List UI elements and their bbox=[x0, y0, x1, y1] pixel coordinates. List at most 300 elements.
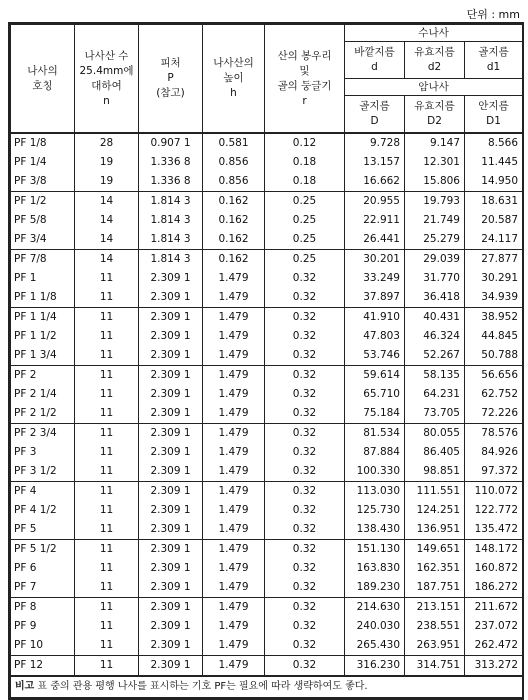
cell-thread-count: 19 bbox=[75, 172, 139, 192]
cell-thread-count: 14 bbox=[75, 250, 139, 270]
cell-thread-count: 14 bbox=[75, 192, 139, 212]
cell-pitch-diameter: 263.951 bbox=[405, 636, 465, 656]
cell-thread-height: 1.479 bbox=[203, 424, 265, 444]
header-line: 산의 봉우리 bbox=[277, 49, 332, 62]
table-row bbox=[11, 462, 523, 482]
cell-minor-diameter: 27.877 bbox=[465, 250, 523, 270]
cell-minor-diameter: 211.672 bbox=[465, 598, 523, 618]
cell-minor-diameter: 24.117 bbox=[465, 230, 523, 250]
cell-thread-count: 11 bbox=[75, 269, 139, 288]
table-row bbox=[11, 366, 523, 386]
cell-pitch: 2.309 1 bbox=[139, 656, 203, 677]
cell-radius: 0.18 bbox=[265, 153, 345, 172]
cell-thread-count: 28 bbox=[75, 133, 139, 153]
cell-radius: 0.32 bbox=[265, 578, 345, 598]
header-line: 및 bbox=[299, 64, 310, 77]
cell-pitch-diameter: 64.231 bbox=[405, 385, 465, 404]
header-line: P bbox=[167, 72, 174, 84]
cell-minor-diameter: 14.950 bbox=[465, 172, 523, 192]
cell-thread-height: 1.479 bbox=[203, 366, 265, 386]
cell-minor-diameter: 18.631 bbox=[465, 192, 523, 212]
cell-thread-count: 11 bbox=[75, 636, 139, 656]
table-row bbox=[11, 133, 523, 153]
cell-radius: 0.25 bbox=[265, 192, 345, 212]
cell-minor-diameter: 38.952 bbox=[465, 308, 523, 328]
cell-major-diameter: 81.534 bbox=[345, 424, 405, 444]
table-row bbox=[11, 540, 523, 560]
cell-radius: 0.32 bbox=[265, 269, 345, 288]
cell-thread-height: 1.479 bbox=[203, 288, 265, 308]
cell-major-diameter: 87.884 bbox=[345, 443, 405, 462]
cell-thread-height: 1.479 bbox=[203, 346, 265, 366]
cell-name: PF 3 1/2 bbox=[11, 462, 75, 482]
header-thread-height bbox=[203, 25, 265, 134]
header-line: 바깥지름 bbox=[354, 46, 395, 58]
cell-minor-diameter: 50.788 bbox=[465, 346, 523, 366]
cell-radius: 0.12 bbox=[265, 133, 345, 153]
cell-pitch: 2.309 1 bbox=[139, 443, 203, 462]
cell-name: PF 5/8 bbox=[11, 211, 75, 230]
cell-major-diameter: 22.911 bbox=[345, 211, 405, 230]
cell-radius: 0.32 bbox=[265, 656, 345, 677]
cell-name: PF 1 bbox=[11, 269, 75, 288]
cell-thread-count: 11 bbox=[75, 578, 139, 598]
cell-pitch: 2.309 1 bbox=[139, 288, 203, 308]
cell-radius: 0.32 bbox=[265, 327, 345, 346]
header-line: d bbox=[371, 61, 378, 73]
cell-minor-diameter: 34.939 bbox=[465, 288, 523, 308]
cell-name: PF 4 1/2 bbox=[11, 501, 75, 520]
header-line: 피처 bbox=[160, 57, 181, 69]
cell-pitch-diameter: 149.651 bbox=[405, 540, 465, 560]
cell-thread-count: 11 bbox=[75, 404, 139, 424]
cell-thread-count: 14 bbox=[75, 230, 139, 250]
cell-pitch-diameter: 29.039 bbox=[405, 250, 465, 270]
cell-pitch-diameter: 124.251 bbox=[405, 501, 465, 520]
cell-name: PF 7 bbox=[11, 578, 75, 598]
cell-name: PF 3/4 bbox=[11, 230, 75, 250]
cell-name: PF 1/4 bbox=[11, 153, 75, 172]
table-row bbox=[11, 153, 523, 172]
cell-major-diameter: 163.830 bbox=[345, 559, 405, 578]
cell-radius: 0.25 bbox=[265, 230, 345, 250]
cell-thread-height: 0.162 bbox=[203, 192, 265, 212]
cell-thread-height: 1.479 bbox=[203, 578, 265, 598]
cell-name: PF 7/8 bbox=[11, 250, 75, 270]
cell-minor-diameter: 84.926 bbox=[465, 443, 523, 462]
cell-name: PF 4 bbox=[11, 482, 75, 502]
cell-minor-diameter: 186.272 bbox=[465, 578, 523, 598]
cell-pitch-diameter: 31.770 bbox=[405, 269, 465, 288]
cell-thread-count: 11 bbox=[75, 288, 139, 308]
cell-pitch-diameter: 25.279 bbox=[405, 230, 465, 250]
table-row bbox=[11, 578, 523, 598]
cell-thread-height: 1.479 bbox=[203, 404, 265, 424]
cell-major-diameter: 26.441 bbox=[345, 230, 405, 250]
cell-major-diameter: 189.230 bbox=[345, 578, 405, 598]
header-line: 호칭 bbox=[32, 79, 53, 92]
table-row bbox=[11, 230, 523, 250]
cell-pitch: 2.309 1 bbox=[139, 308, 203, 328]
table-row bbox=[11, 404, 523, 424]
cell-thread-height: 1.479 bbox=[203, 327, 265, 346]
cell-name: PF 1 1/8 bbox=[11, 288, 75, 308]
cell-thread-count: 11 bbox=[75, 656, 139, 677]
cell-minor-diameter: 97.372 bbox=[465, 462, 523, 482]
cell-pitch: 2.309 1 bbox=[139, 404, 203, 424]
table-note bbox=[11, 676, 523, 698]
cell-radius: 0.32 bbox=[265, 462, 345, 482]
cell-thread-height: 1.479 bbox=[203, 443, 265, 462]
cell-major-diameter: 20.955 bbox=[345, 192, 405, 212]
header-line: 유효지름 bbox=[414, 100, 455, 112]
cell-radius: 0.32 bbox=[265, 404, 345, 424]
cell-radius: 0.32 bbox=[265, 636, 345, 656]
cell-major-diameter: 47.803 bbox=[345, 327, 405, 346]
cell-radius: 0.32 bbox=[265, 366, 345, 386]
header-pitch-diameter bbox=[405, 42, 465, 79]
cell-radius: 0.32 bbox=[265, 540, 345, 560]
cell-pitch-diameter: 162.351 bbox=[405, 559, 465, 578]
table-row bbox=[11, 211, 523, 230]
table-body bbox=[11, 133, 523, 676]
cell-pitch: 1.814 3 bbox=[139, 230, 203, 250]
cell-name: PF 2 1/2 bbox=[11, 404, 75, 424]
header-line: h bbox=[230, 87, 237, 99]
cell-thread-height: 0.162 bbox=[203, 211, 265, 230]
cell-thread-count: 19 bbox=[75, 153, 139, 172]
cell-pitch: 2.309 1 bbox=[139, 424, 203, 444]
header-name bbox=[11, 25, 75, 134]
header-line: D2 bbox=[427, 115, 442, 127]
cell-minor-diameter: 135.472 bbox=[465, 520, 523, 540]
cell-name: PF 6 bbox=[11, 559, 75, 578]
cell-name: PF 3 bbox=[11, 443, 75, 462]
cell-name: PF 1/8 bbox=[11, 133, 75, 153]
note-text: 표 중의 관용 평행 나사를 표시하는 기호 PF는 필요에 따라 생략하여도 좋다. bbox=[34, 681, 368, 692]
table-row bbox=[11, 172, 523, 192]
cell-pitch-diameter: 187.751 bbox=[405, 578, 465, 598]
cell-major-diameter: 151.130 bbox=[345, 540, 405, 560]
header-line: r bbox=[302, 94, 307, 107]
cell-minor-diameter: 44.845 bbox=[465, 327, 523, 346]
table-row bbox=[11, 424, 523, 444]
cell-thread-height: 0.162 bbox=[203, 250, 265, 270]
cell-thread-height: 1.479 bbox=[203, 269, 265, 288]
cell-radius: 0.32 bbox=[265, 308, 345, 328]
cell-major-diameter: 125.730 bbox=[345, 501, 405, 520]
cell-major-diameter: 316.230 bbox=[345, 656, 405, 677]
cell-thread-count: 11 bbox=[75, 308, 139, 328]
cell-thread-height: 1.479 bbox=[203, 462, 265, 482]
header-line: 유효지름 bbox=[414, 46, 455, 58]
cell-pitch: 1.814 3 bbox=[139, 250, 203, 270]
cell-pitch: 1.336 8 bbox=[139, 153, 203, 172]
cell-major-diameter: 113.030 bbox=[345, 482, 405, 502]
cell-pitch-diameter: 86.405 bbox=[405, 443, 465, 462]
header-male-thread: 수나사 bbox=[345, 25, 523, 42]
cell-pitch: 1.814 3 bbox=[139, 192, 203, 212]
table-row bbox=[11, 636, 523, 656]
table-row bbox=[11, 327, 523, 346]
cell-radius: 0.32 bbox=[265, 482, 345, 502]
header-line: 나사의 bbox=[27, 64, 58, 77]
header-line: 높이 bbox=[223, 72, 244, 84]
cell-major-diameter: 53.746 bbox=[345, 346, 405, 366]
cell-minor-diameter: 122.772 bbox=[465, 501, 523, 520]
cell-pitch: 1.814 3 bbox=[139, 211, 203, 230]
cell-major-diameter: 30.201 bbox=[345, 250, 405, 270]
cell-pitch: 2.309 1 bbox=[139, 617, 203, 636]
header-line: D bbox=[370, 115, 379, 127]
cell-radius: 0.32 bbox=[265, 501, 345, 520]
cell-minor-diameter: 62.752 bbox=[465, 385, 523, 404]
cell-minor-diameter: 20.587 bbox=[465, 211, 523, 230]
cell-major-diameter: 59.614 bbox=[345, 366, 405, 386]
cell-minor-diameter: 160.872 bbox=[465, 559, 523, 578]
header-radius bbox=[265, 25, 345, 134]
cell-major-diameter: 9.728 bbox=[345, 133, 405, 153]
cell-pitch: 2.309 1 bbox=[139, 482, 203, 502]
table-row bbox=[11, 443, 523, 462]
header-inner-diameter bbox=[465, 96, 523, 134]
cell-name: PF 5 1/2 bbox=[11, 540, 75, 560]
cell-thread-count: 11 bbox=[75, 559, 139, 578]
cell-major-diameter: 240.030 bbox=[345, 617, 405, 636]
cell-pitch-diameter: 98.851 bbox=[405, 462, 465, 482]
cell-pitch-diameter: 80.055 bbox=[405, 424, 465, 444]
cell-thread-height: 1.479 bbox=[203, 656, 265, 677]
cell-radius: 0.25 bbox=[265, 250, 345, 270]
cell-thread-height: 1.479 bbox=[203, 520, 265, 540]
cell-pitch: 2.309 1 bbox=[139, 501, 203, 520]
table-row bbox=[11, 192, 523, 212]
cell-pitch: 2.309 1 bbox=[139, 636, 203, 656]
table-row bbox=[11, 288, 523, 308]
cell-thread-height: 1.479 bbox=[203, 385, 265, 404]
cell-pitch-diameter: 111.551 bbox=[405, 482, 465, 502]
table-row bbox=[11, 656, 523, 677]
header-line: 골지름 bbox=[359, 100, 390, 112]
header-line: n bbox=[103, 94, 110, 107]
cell-pitch-diameter: 21.749 bbox=[405, 211, 465, 230]
cell-radius: 0.25 bbox=[265, 211, 345, 230]
cell-major-diameter: 265.430 bbox=[345, 636, 405, 656]
cell-thread-count: 11 bbox=[75, 540, 139, 560]
cell-pitch: 2.309 1 bbox=[139, 462, 203, 482]
header-female-pitch-diameter bbox=[405, 96, 465, 134]
header-line: 대하여 bbox=[91, 79, 122, 92]
cell-thread-height: 1.479 bbox=[203, 540, 265, 560]
cell-minor-diameter: 72.226 bbox=[465, 404, 523, 424]
table-row bbox=[11, 346, 523, 366]
header-line: (참고) bbox=[156, 87, 185, 99]
header-female-thread: 암나사 bbox=[345, 79, 523, 96]
cell-pitch-diameter: 52.267 bbox=[405, 346, 465, 366]
cell-radius: 0.32 bbox=[265, 559, 345, 578]
unit-label: 단위 : mm bbox=[466, 8, 520, 21]
cell-name: PF 9 bbox=[11, 617, 75, 636]
table-row bbox=[11, 559, 523, 578]
cell-thread-count: 11 bbox=[75, 366, 139, 386]
cell-pitch-diameter: 213.151 bbox=[405, 598, 465, 618]
cell-pitch: 2.309 1 bbox=[139, 598, 203, 618]
cell-pitch: 2.309 1 bbox=[139, 520, 203, 540]
cell-pitch: 1.336 8 bbox=[139, 172, 203, 192]
cell-pitch-diameter: 46.324 bbox=[405, 327, 465, 346]
cell-minor-diameter: 237.072 bbox=[465, 617, 523, 636]
header-line: 골의 둥글기 bbox=[277, 79, 332, 92]
cell-major-diameter: 16.662 bbox=[345, 172, 405, 192]
cell-name: PF 8 bbox=[11, 598, 75, 618]
cell-thread-height: 1.479 bbox=[203, 501, 265, 520]
cell-thread-height: 1.479 bbox=[203, 598, 265, 618]
cell-thread-count: 11 bbox=[75, 598, 139, 618]
cell-pitch: 2.309 1 bbox=[139, 385, 203, 404]
cell-pitch-diameter: 15.806 bbox=[405, 172, 465, 192]
cell-minor-diameter: 78.576 bbox=[465, 424, 523, 444]
table-row bbox=[11, 269, 523, 288]
cell-thread-count: 11 bbox=[75, 443, 139, 462]
cell-name: PF 2 3/4 bbox=[11, 424, 75, 444]
header-line: 나사산의 bbox=[213, 57, 254, 69]
cell-thread-count: 11 bbox=[75, 520, 139, 540]
cell-pitch: 2.309 1 bbox=[139, 578, 203, 598]
table-row bbox=[11, 385, 523, 404]
cell-pitch-diameter: 314.751 bbox=[405, 656, 465, 677]
cell-major-diameter: 75.184 bbox=[345, 404, 405, 424]
header-major-diameter bbox=[345, 42, 405, 79]
cell-thread-height: 0.162 bbox=[203, 230, 265, 250]
cell-thread-count: 11 bbox=[75, 501, 139, 520]
cell-thread-height: 1.479 bbox=[203, 308, 265, 328]
cell-major-diameter: 65.710 bbox=[345, 385, 405, 404]
cell-pitch-diameter: 19.793 bbox=[405, 192, 465, 212]
cell-minor-diameter: 110.072 bbox=[465, 482, 523, 502]
cell-radius: 0.32 bbox=[265, 288, 345, 308]
cell-thread-count: 14 bbox=[75, 211, 139, 230]
cell-radius: 0.32 bbox=[265, 617, 345, 636]
cell-name: PF 2 1/4 bbox=[11, 385, 75, 404]
cell-thread-count: 11 bbox=[75, 385, 139, 404]
cell-name: PF 2 bbox=[11, 366, 75, 386]
cell-thread-count: 11 bbox=[75, 424, 139, 444]
cell-minor-diameter: 11.445 bbox=[465, 153, 523, 172]
cell-radius: 0.32 bbox=[265, 443, 345, 462]
cell-thread-height: 1.479 bbox=[203, 617, 265, 636]
table-row bbox=[11, 501, 523, 520]
cell-thread-count: 11 bbox=[75, 482, 139, 502]
cell-radius: 0.32 bbox=[265, 598, 345, 618]
thread-spec-table bbox=[10, 24, 523, 698]
header-root-diameter bbox=[345, 96, 405, 134]
cell-pitch-diameter: 36.418 bbox=[405, 288, 465, 308]
cell-major-diameter: 100.330 bbox=[345, 462, 405, 482]
table-row bbox=[11, 482, 523, 502]
cell-thread-height: 1.479 bbox=[203, 559, 265, 578]
header-line: d1 bbox=[486, 61, 501, 73]
cell-radius: 0.32 bbox=[265, 385, 345, 404]
table-row bbox=[11, 308, 523, 328]
cell-minor-diameter: 262.472 bbox=[465, 636, 523, 656]
cell-major-diameter: 13.157 bbox=[345, 153, 405, 172]
cell-thread-count: 11 bbox=[75, 462, 139, 482]
cell-pitch-diameter: 12.301 bbox=[405, 153, 465, 172]
cell-pitch-diameter: 136.951 bbox=[405, 520, 465, 540]
header-line: D1 bbox=[486, 115, 501, 127]
note-label: 비고 bbox=[15, 681, 35, 692]
cell-radius: 0.32 bbox=[265, 520, 345, 540]
cell-radius: 0.18 bbox=[265, 172, 345, 192]
cell-thread-height: 1.479 bbox=[203, 482, 265, 502]
cell-major-diameter: 33.249 bbox=[345, 269, 405, 288]
header-pitch bbox=[139, 25, 203, 134]
cell-name: PF 5 bbox=[11, 520, 75, 540]
cell-major-diameter: 37.897 bbox=[345, 288, 405, 308]
cell-thread-height: 1.479 bbox=[203, 636, 265, 656]
cell-name: PF 3/8 bbox=[11, 172, 75, 192]
cell-thread-count: 11 bbox=[75, 346, 139, 366]
cell-thread-count: 11 bbox=[75, 617, 139, 636]
table-row bbox=[11, 520, 523, 540]
header-line: d2 bbox=[427, 61, 442, 73]
cell-pitch: 2.309 1 bbox=[139, 346, 203, 366]
cell-pitch-diameter: 58.135 bbox=[405, 366, 465, 386]
header-line: 안지름 bbox=[478, 100, 509, 112]
cell-thread-count: 11 bbox=[75, 327, 139, 346]
cell-thread-height: 0.856 bbox=[203, 172, 265, 192]
cell-name: PF 1 1/2 bbox=[11, 327, 75, 346]
cell-name: PF 12 bbox=[11, 656, 75, 677]
cell-pitch: 2.309 1 bbox=[139, 366, 203, 386]
table-row bbox=[11, 250, 523, 270]
cell-pitch: 2.309 1 bbox=[139, 327, 203, 346]
cell-major-diameter: 41.910 bbox=[345, 308, 405, 328]
cell-pitch-diameter: 40.431 bbox=[405, 308, 465, 328]
cell-radius: 0.32 bbox=[265, 424, 345, 444]
header-thread-count bbox=[75, 25, 139, 134]
cell-thread-height: 0.856 bbox=[203, 153, 265, 172]
header-line: 25.4mm에 bbox=[79, 64, 134, 77]
cell-name: PF 1 1/4 bbox=[11, 308, 75, 328]
cell-thread-height: 0.581 bbox=[203, 133, 265, 153]
cell-pitch: 0.907 1 bbox=[139, 133, 203, 153]
cell-name: PF 10 bbox=[11, 636, 75, 656]
cell-major-diameter: 214.630 bbox=[345, 598, 405, 618]
cell-name: PF 1/2 bbox=[11, 192, 75, 212]
cell-pitch-diameter: 73.705 bbox=[405, 404, 465, 424]
cell-minor-diameter: 8.566 bbox=[465, 133, 523, 153]
cell-minor-diameter: 148.172 bbox=[465, 540, 523, 560]
cell-pitch: 2.309 1 bbox=[139, 559, 203, 578]
table-row bbox=[11, 617, 523, 636]
header-line: 나사산 수 bbox=[84, 49, 129, 62]
cell-pitch: 2.309 1 bbox=[139, 540, 203, 560]
cell-radius: 0.32 bbox=[265, 346, 345, 366]
header-minor-diameter bbox=[465, 42, 523, 79]
cell-minor-diameter: 56.656 bbox=[465, 366, 523, 386]
cell-minor-diameter: 30.291 bbox=[465, 269, 523, 288]
cell-pitch-diameter: 238.551 bbox=[405, 617, 465, 636]
cell-pitch: 2.309 1 bbox=[139, 269, 203, 288]
thread-spec-table-frame bbox=[8, 22, 524, 700]
table-header bbox=[11, 25, 523, 134]
cell-name: PF 1 3/4 bbox=[11, 346, 75, 366]
cell-minor-diameter: 313.272 bbox=[465, 656, 523, 677]
table-row bbox=[11, 598, 523, 618]
cell-major-diameter: 138.430 bbox=[345, 520, 405, 540]
cell-pitch-diameter: 9.147 bbox=[405, 133, 465, 153]
